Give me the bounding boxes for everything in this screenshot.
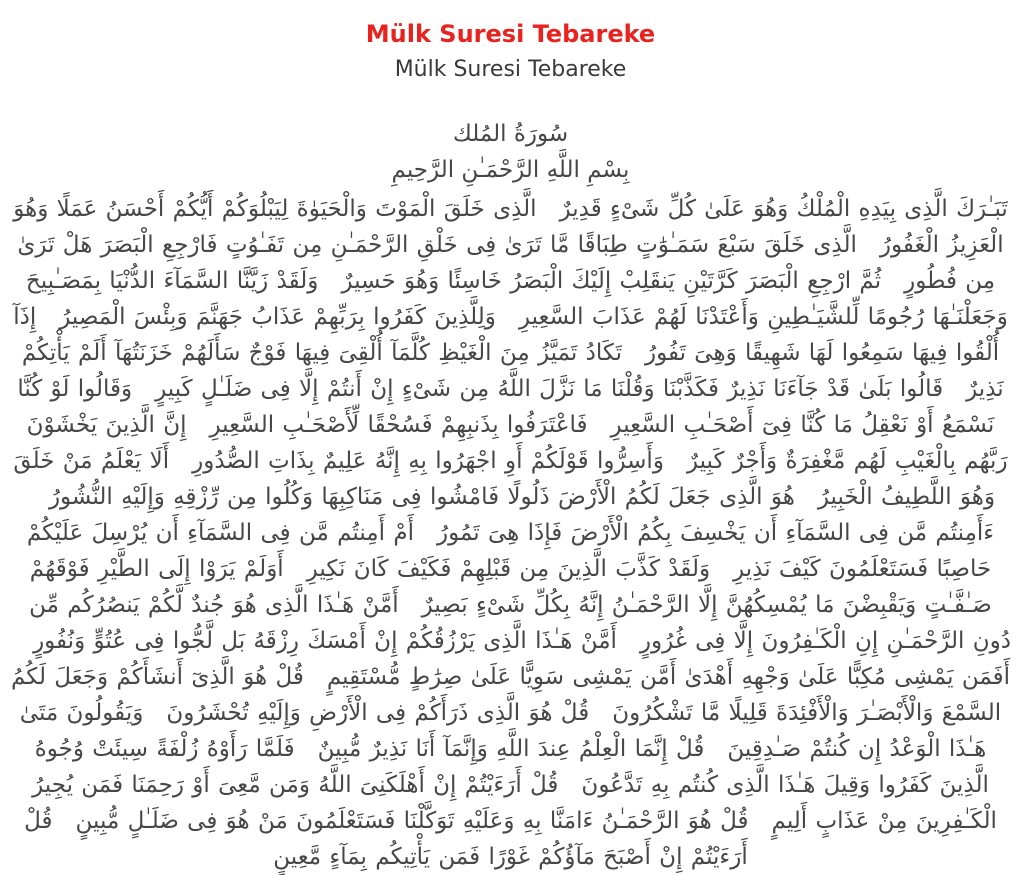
page-subtitle: Mülk Suresi Tebareke — [394, 57, 627, 82]
surah-body-text: تَبَـٰرَكَ الَّذِى بِيَدِهِ الْمُلْكُ وَهُوَ عَلَىٰ كُلِّ شَىْءٍ قَدِيرٌ الَّذِى خَلَقَ الْمَوْتَ وَالْحَيَوٰةَ لِيَبْلُوَكُمْ أَيُّكُمْ أَحْسَنُ عَمَلًا وَهُوَ الْعَزِيزُ الْغَفُورُ الَّذِى خَلَقَ سَبْعَ سَمَـٰوَٰتٍ طِبَاقًا مَّا تَرَىٰ فِى خَلْقِ الرَّحْمَـٰنِ مِن تَفَـٰوُتٍ فَارْجِعِ الْبَصَرَ هَلْ تَرَىٰ مِن فُطُورٍ ثُمَّ ارْجِعِ الْبَصَرَ كَرَّتَيْنِ يَنقَلِبْ إِلَيْكَ الْبَصَرُ خَاسِئًا وَهُوَ حَسِيرٌ وَلَقَدْ زَيَّنَّا السَّمَآءَ الدُّنْيَا بِمَصَـٰبِيحَ وَجَعَلْنَـٰهَا رُجُومًا لِّلشَّيَـٰطِينِ وَأَعْتَدْنَا لَهُمْ عَذَابَ السَّعِيرِ وَلِلَّذِينَ كَفَرُوا بِرَبِّهِمْ عَذَابُ جَهَنَّمَ وَبِئْسَ الْمَصِيرُ إِذَآ أُلْقُوا فِيهَا سَمِعُوا لَهَا شَهِيقًا وَهِىَ تَفُورُ تَكَادُ تَمَيَّزُ مِنَ الْغَيْظِ كُلَّمَآ أُلْقِىَ فِيهَا فَوْجٌ سَأَلَهُمْ خَزَنَتُهَآ أَلَمْ يَأْتِكُمْ نَذِيرٌ قَالُوا بَلَىٰ قَدْ جَآءَنَا نَذِيرٌ فَكَذَّبْنَا وَقُلْنَا مَا نَزَّلَ اللَّهُ مِن شَىْءٍ إِنْ أَنتُمْ إِلَّا فِى ضَلَـٰلٍ كَبِيرٍ وَقَالُوا لَوْ كُنَّا نَسْمَعُ أَوْ نَعْقِلُ مَا كُنَّا فِىٓ أَصْحَـٰبِ السَّعِيرِ فَاعْتَرَفُوا بِذَنبِهِمْ فَسُحْقًا لِّأَصْحَـٰبِ السَّعِيرِ إِنَّ الَّذِينَ يَخْشَوْنَ رَبَّهُم بِالْغَيْبِ لَهُم مَّغْفِرَةٌ وَأَجْرٌ كَبِيرٌ وَأَسِرُّوا قَوْلَكُمْ أَوِ اجْهَرُوا بِهِ إِنَّهُ عَلِيمٌ بِذَاتِ الصُّدُورِ أَلَا يَعْلَمُ مَنْ خَلَقَ وَهُوَ اللَّطِيفُ الْخَبِيرُ هُوَ الَّذِى جَعَلَ لَكُمُ الْأَرْضَ ذَلُولًا فَامْشُوا فِى مَنَاكِبِهَا وَكُلُوا مِن رِّزْقِهِ وَإِلَيْهِ النُّشُورُ ءَأَمِنتُم مَّن فِى السَّمَآءِ أَن يَخْسِفَ بِكُمُ الْأَرْضَ فَإِذَا هِىَ تَمُورُ أَمْ أَمِنتُم مَّن فِى السَّمَآءِ أَن يُرْسِلَ عَلَيْكُمْ حَاصِبًا فَسَتَعْلَمُونَ كَيْفَ نَذِيرِ وَلَقَدْ كَذَّبَ الَّذِينَ مِن قَبْلِهِمْ فَكَيْفَ كَانَ نَكِيرِ أَوَلَمْ يَرَوْا إِلَى الطَّيْرِ فَوْقَهُمْ صَـٰفَّـٰتٍ وَيَقْبِضْنَ مَا يُمْسِكُهُنَّ إِلَّا الرَّحْمَـٰنُ إِنَّهُ بِكُلِّ شَىْءٍ بَصِيرٌ أَمَّنْ هَـٰذَا الَّذِى هُوَ جُندٌ لَّكُمْ يَنصُرُكُم مِّن دُونِ الرَّحْمَـٰنِ إِنِ الْكَـٰفِرُونَ إِلَّا فِى غُرُورٍ أَمَّنْ هَـٰذَا الَّذِى يَرْزُقُكُمْ إِنْ أَمْسَكَ رِزْقَهُ بَل لَّجُّوا فِى عُتُوٍّ وَنُفُورٍ أَفَمَن يَمْشِى مُكِبًّا عَلَىٰ وَجْهِهِ أَهْدَىٰ أَمَّن يَمْشِى سَوِيًّا عَلَىٰ صِرَٰطٍ مُّسْتَقِيمٍ قُلْ هُوَ الَّذِىٓ أَنشَأَكُمْ وَجَعَلَ لَكُمُ السَّمْعَ وَالْأَبْصَـٰرَ وَالْأَفْئِدَةَ قَلِيلًا مَّا تَشْكُرُونَ قُلْ هُوَ الَّذِى ذَرَأَكُمْ فِى الْأَرْضِ وَإِلَيْهِ تُحْشَرُونَ وَيَقُولُونَ مَتَىٰ هَـٰذَا الْوَعْدُ إِن كُنتُمْ صَـٰدِقِينَ قُلْ إِنَّمَا الْعِلْمُ عِندَ اللَّهِ وَإِنَّمَآ أَنَا نَذِيرٌ مُّبِينٌ فَلَمَّا رَأَوْهُ زُلْفَةً سِيئَتْ وُجُوهُ الَّذِينَ كَفَرُوا وَقِيلَ هَـٰذَا الَّذِى كُنتُم بِهِ تَدَّعُونَ قُلْ أَرَءَيْتُمْ إِنْ أَهْلَكَنِىَ اللَّهُ وَمَن مَّعِىَ أَوْ رَحِمَنَا فَمَن يُجِيرُ الْكَـٰفِرِينَ مِنْ عَذَابٍ أَلِيمٍ قُلْ هُوَ الرَّحْمَـٰنُ ءَامَنَّا بِهِ وَعَلَيْهِ تَوَكَّلْنَا فَسَتَعْلَمُونَ مَنْ هُوَ فِى ضَلَـٰلٍ مُّبِينٍ قُلْ أَرَءَيْتُمْ إِنْ أَصْبَحَ مَآؤُكُمْ غَوْرًا فَمَن يَأْتِيكُم بِمَآءٍ مَّعِينٍ — [10, 196, 1011, 870]
surah-name-arabic: سُورَةُ المُلك — [452, 121, 569, 147]
bismillah-line: بِسْمِ اللَّهِ الرَّحْمَـٰنِ الرَّحِيمِ — [391, 157, 630, 183]
page-title: Mülk Suresi Tebareke — [365, 20, 656, 48]
arabic-text-block — [0, 119, 1021, 875]
